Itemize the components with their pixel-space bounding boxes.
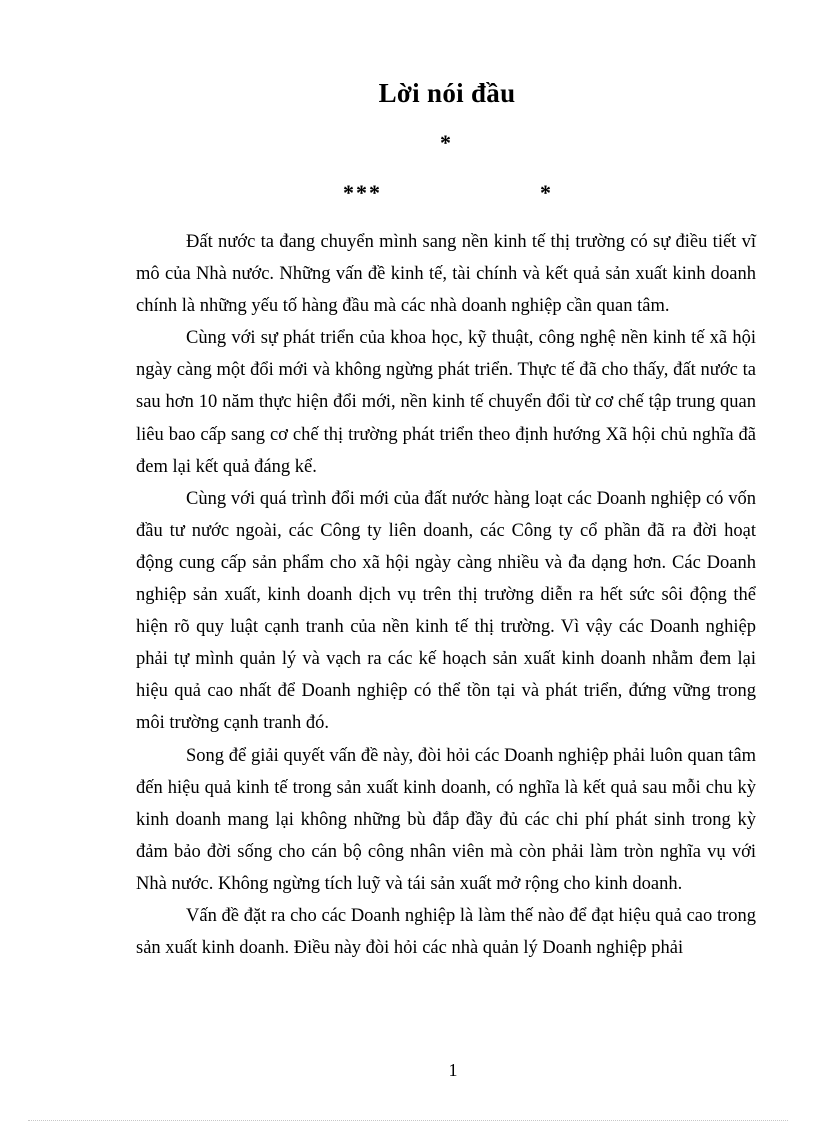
paragraph-4: Song để giải quyết vấn đề này, đòi hỏi các Doanh nghiệp phải luôn quan tâm đến hiệu quả kinh tế trong sản xuất kinh doanh, có nghĩa là kết quả sau mỗi chu kỳ kinh doanh mang lại không những bù đắp đầy đủ các chi phí phát sinh trong kỳ đảm bảo đời sống cho cán bộ công nhân viên mà còn phải làm tròn nghĩa vụ với Nhà nước. Không ngừng tích luỹ và tái sản xuất mở rộng cho kinh doanh. bbox=[136, 745, 756, 894]
body-text bbox=[136, 226, 756, 964]
page-title: Lời nói đầu bbox=[378, 78, 516, 108]
ornament-star-right: * bbox=[540, 180, 553, 205]
page-bottom-divider bbox=[28, 1120, 788, 1121]
ornament-stars-left: *** bbox=[343, 180, 382, 205]
ornament-star-top: * bbox=[440, 130, 451, 155]
paragraph-2: Cùng với sự phát triển của khoa học, kỹ thuật, công nghệ nền kinh tế xã hội ngày càng một đổi mới và không ngừng phát triển. Thực tế đã cho thấy, đất nước ta sau hơn 10 năm thực hiện đổi mới, nền kinh tế chuyển đổi từ cơ chế tập trung quan liêu bao cấp sang cơ chế thị trường phát triển theo định hướng Xã hội chủ nghĩa đã đem lại kết quả đáng kể. bbox=[136, 328, 756, 477]
paragraph-3: Cùng với quá trình đổi mới của đất nước hàng loạt các Doanh nghiệp có vốn đầu tư nước ngoài, các Công ty liên doanh, các Công ty cổ phần đã ra đời hoạt động cung cấp sản phẩm cho xã hội ngày càng nhiều và đa dạng hơn. Các Doanh nghiệp sản xuất, kinh doanh dịch vụ trên thị trường diễn ra hết sức sôi động thể hiện rõ quy luật cạnh tranh của nền kinh tế thị trường. Vì vậy các Doanh nghiệp phải tự mình quản lý và vạch ra các kế hoạch sản xuất kinh doanh nhằm đem lại hiệu quả cao nhất để Doanh nghiệp có thể tồn tại và phát triển, đứng vững trong môi trường cạnh tranh đó. bbox=[136, 488, 756, 734]
paragraph-1: Đất nước ta đang chuyển mình sang nền kinh tế thị trường có sự điều tiết vĩ mô của Nhà nước. Những vấn đề kinh tế, tài chính và kết quả sản xuất kinh doanh chính là những yếu tố hàng đầu mà các nhà doanh nghiệp cần quan tâm. bbox=[136, 232, 756, 317]
paragraph-5: Vấn đề đặt ra cho các Doanh nghiệp là làm thế nào để đạt hiệu quả cao trong sản xuất kinh doanh. Điều này đòi hỏi các nhà quản lý Doanh nghiệp phải bbox=[136, 905, 756, 959]
page-number: 1 bbox=[448, 1060, 458, 1080]
